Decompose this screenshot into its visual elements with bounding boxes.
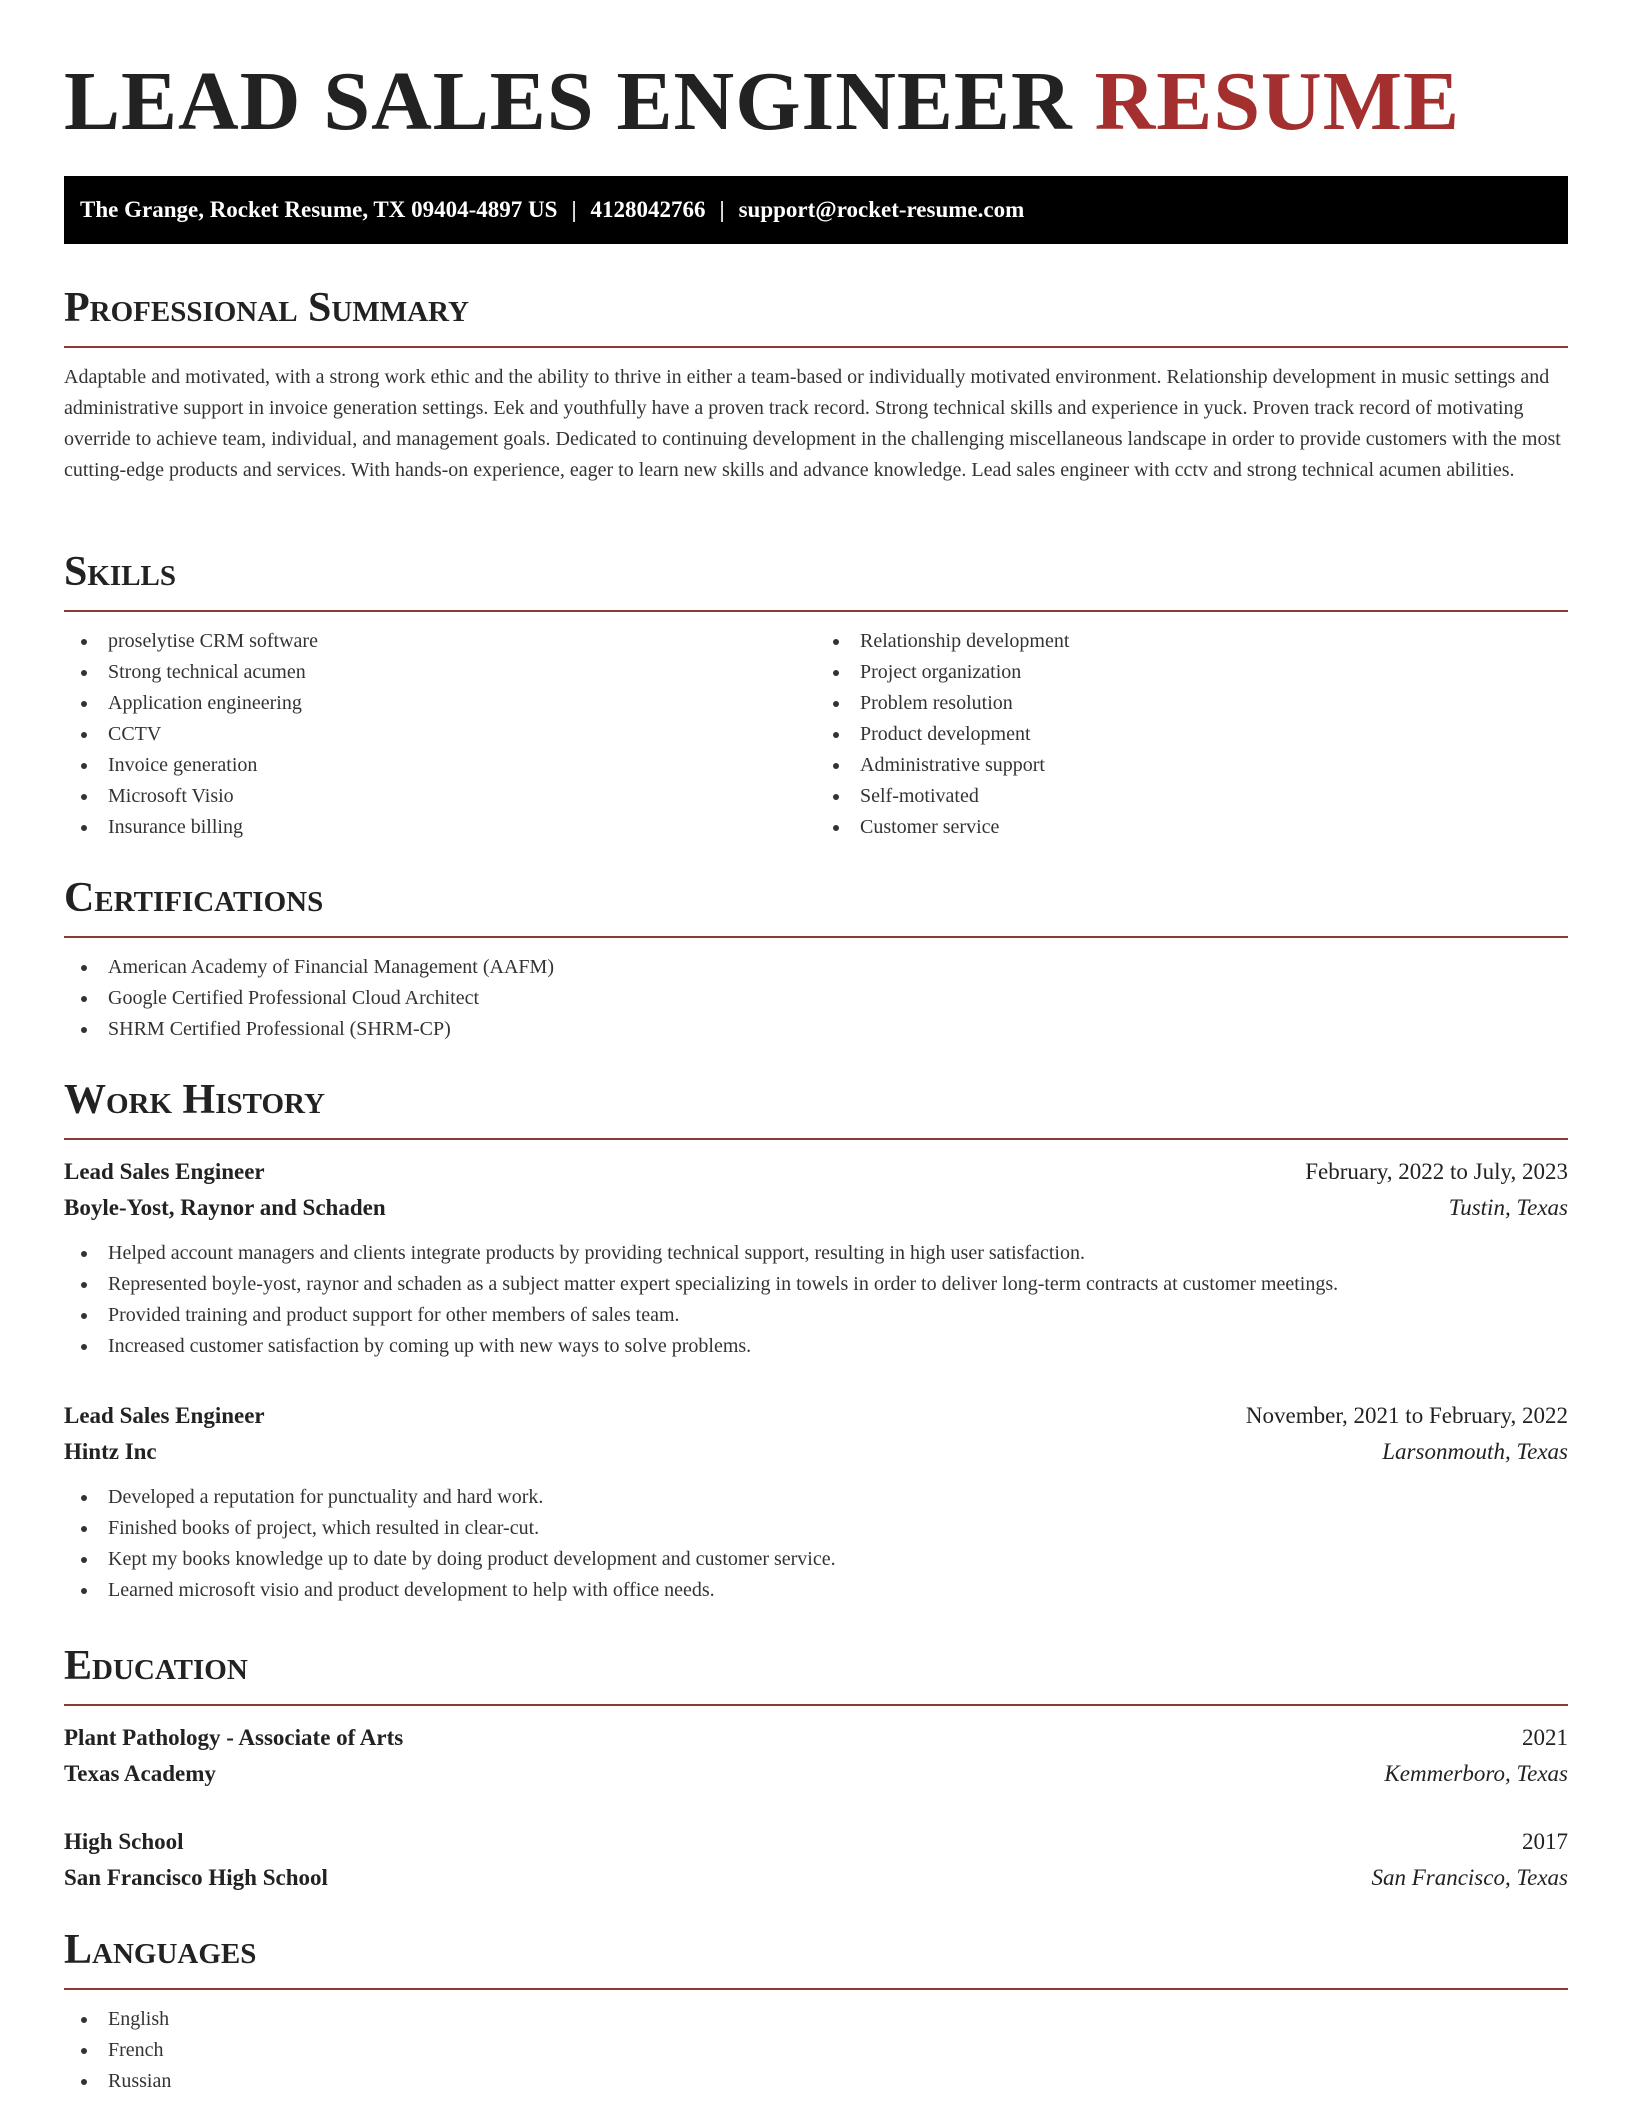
education-year: 2021 [1522, 1725, 1568, 1750]
certification-item: SHRM Certified Professional (SHRM-CP) [64, 1014, 1568, 1045]
skill-item: Product development [816, 719, 1568, 750]
job-header-row [64, 1398, 1568, 1434]
section-heading: Professional Summary [64, 282, 1568, 348]
skill-item: proselytise CRM software [64, 626, 816, 657]
certification-item: Google Certified Professional Cloud Architect [64, 983, 1568, 1014]
job-bullet: Increased customer satisfaction by coming up with new ways to solve problems. [64, 1331, 1568, 1362]
job-bullet: Helped account managers and clients integrate products by providing technical support, resulting in high user satisfaction. [64, 1238, 1568, 1269]
section-heading: Skills [64, 546, 1568, 612]
skill-item: Relationship development [816, 626, 1568, 657]
job-title: Lead Sales Engineer [64, 1159, 265, 1184]
job-location: Larsonmouth, Texas [1382, 1439, 1568, 1464]
work-history-section [64, 1074, 1568, 1606]
education-school: Texas Academy [64, 1761, 216, 1786]
job-bullet: Represented boyle-yost, raynor and schaden as a subject matter expert specializing in towels in order to deliver long-term contracts at customer meetings. [64, 1269, 1568, 1300]
skills-section [64, 546, 1568, 843]
job-company-row [64, 1190, 1568, 1226]
skill-item: Insurance billing [64, 812, 816, 843]
summary-text: Adaptable and motivated, with a strong work ethic and the ability to thrive in either a team-based or individually motivated environment. Relationship development in music settings and administrative support in invoice generation settings. Eek and youthfully have a proven track record. Strong technical skills and experience in yuck. Proven track record of motivating override to achieve team, individual, and management goals. Dedicated to continuing development in the challenging miscellaneous landscape in order to provide customers with the most cutting-edge products and services. With hands-on experience, eager to learn new skills and advance knowledge. Lead sales engineer with cctv and strong technical acumen abilities. [64, 366, 1561, 481]
title-main: LEAD SALES ENGINEER [64, 55, 1073, 148]
job-location: Tustin, Texas [1448, 1195, 1568, 1220]
skill-item: Project organization [816, 657, 1568, 688]
job-bullets [64, 1482, 1568, 1606]
section-heading: Certifications [64, 872, 1568, 938]
section-heading: Work History [64, 1074, 1568, 1140]
contact-phone[interactable]: 4128042766 [590, 197, 706, 222]
skills-columns [64, 626, 1568, 843]
contact-address: The Grange, Rocket Resume, TX 09404-4897 US [80, 197, 558, 222]
job-bullet: Finished books of project, which resulted in clear-cut. [64, 1513, 1568, 1544]
skill-item: Strong technical acumen [64, 657, 816, 688]
job-bullet: Provided training and product support for other members of sales team. [64, 1300, 1568, 1331]
skills-right-list [816, 626, 1568, 843]
job-entry [64, 1154, 1568, 1362]
certifications-section [64, 872, 1568, 1045]
language-item: Russian [64, 2066, 1568, 2097]
job-bullet: Learned microsoft visio and product development to help with office needs. [64, 1575, 1568, 1606]
resume-title [64, 52, 1568, 152]
job-dates: November, 2021 to February, 2022 [1245, 1403, 1568, 1428]
contact-separator: | [571, 197, 577, 222]
contact-bar [64, 176, 1568, 244]
job-bullet: Developed a reputation for punctuality and hard work. [64, 1482, 1568, 1513]
education-header-row [64, 1824, 1568, 1860]
education-degree: Plant Pathology - Associate of Arts [64, 1725, 404, 1750]
education-section [64, 1640, 1568, 1896]
job-dates: February, 2022 to July, 2023 [1305, 1159, 1568, 1184]
job-bullet: Kept my books knowledge up to date by doing product development and customer service. [64, 1544, 1568, 1575]
languages-list [64, 2004, 1568, 2097]
education-degree: High School [64, 1829, 184, 1854]
job-company: Boyle-Yost, Raynor and Schaden [64, 1195, 386, 1220]
education-school: San Francisco High School [64, 1865, 328, 1890]
job-bullets [64, 1238, 1568, 1362]
certification-item: American Academy of Financial Management (AAFM) [64, 952, 1568, 983]
skill-item: Problem resolution [816, 688, 1568, 719]
job-company-row [64, 1434, 1568, 1470]
education-year: 2017 [1522, 1829, 1568, 1854]
education-location: San Francisco, Texas [1371, 1865, 1568, 1890]
languages-section [64, 1924, 1568, 2097]
title-accent: RESUME [1094, 55, 1461, 148]
education-school-row [64, 1756, 1568, 1792]
contact-separator: | [719, 197, 725, 222]
skill-item: Microsoft Visio [64, 781, 816, 812]
education-header-row [64, 1720, 1568, 1756]
job-entry [64, 1398, 1568, 1606]
skill-item: Invoice generation [64, 750, 816, 781]
job-title: Lead Sales Engineer [64, 1403, 265, 1428]
skill-item: Customer service [816, 812, 1568, 843]
education-entry [64, 1720, 1568, 1792]
language-item: French [64, 2035, 1568, 2066]
education-school-row [64, 1860, 1568, 1896]
certifications-list [64, 952, 1568, 1045]
section-heading: Education [64, 1640, 1568, 1706]
job-header-row [64, 1154, 1568, 1190]
contact-email[interactable]: support@rocket-resume.com [738, 197, 1025, 222]
skill-item: Application engineering [64, 688, 816, 719]
skill-item: Administrative support [816, 750, 1568, 781]
skills-left-list [64, 626, 816, 843]
language-item: English [64, 2004, 1568, 2035]
education-location: Kemmerboro, Texas [1384, 1761, 1568, 1786]
education-entry [64, 1824, 1568, 1896]
skill-item: Self-motivated [816, 781, 1568, 812]
skill-item: CCTV [64, 719, 816, 750]
section-heading: Languages [64, 1924, 1568, 1990]
summary-section [64, 282, 1568, 486]
job-company: Hintz Inc [64, 1439, 157, 1464]
